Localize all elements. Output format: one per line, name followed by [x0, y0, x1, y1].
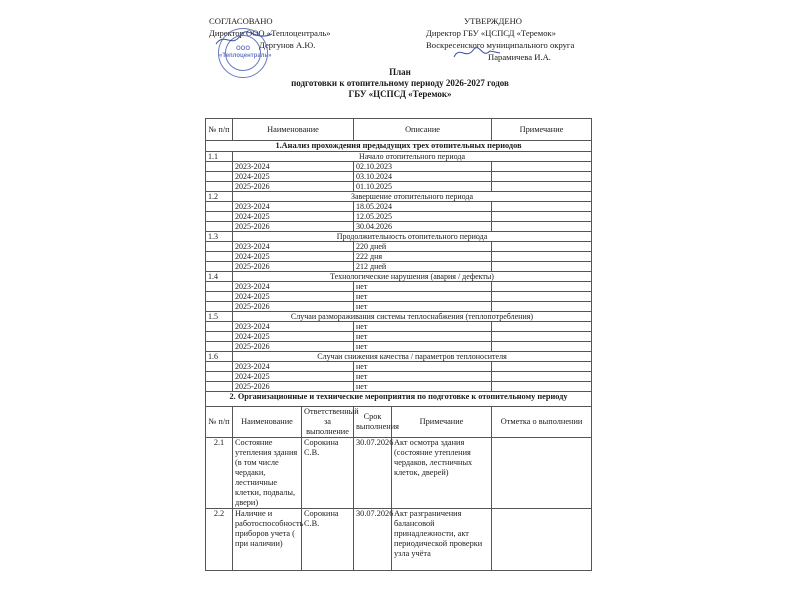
measure-number: 2.2	[206, 509, 233, 571]
group-number: 1.6	[206, 352, 233, 362]
period-number-cell	[206, 202, 233, 212]
group-number: 1.4	[206, 272, 233, 282]
period-label: 2025-2026	[233, 182, 354, 192]
period-number-cell	[206, 162, 233, 172]
period-value: нет	[354, 372, 492, 382]
period-value: нет	[354, 362, 492, 372]
period-number-cell	[206, 212, 233, 222]
table2-section-title: 2. Организационные и технические мероприятия по подготовке к отопительному периоду	[206, 392, 592, 407]
period-value: нет	[354, 322, 492, 332]
group-title: Технологические нарушения (авария / дефекты)	[233, 272, 592, 282]
period-number-cell	[206, 362, 233, 372]
measure-row	[206, 438, 592, 509]
period-row	[206, 372, 592, 382]
period-number-cell	[206, 302, 233, 312]
group-number: 1.5	[206, 312, 233, 322]
period-row	[206, 302, 592, 312]
group-row	[206, 152, 592, 162]
period-label: 2023-2024	[233, 242, 354, 252]
period-value: 01.10.2025	[354, 182, 492, 192]
table2-header-deadline: Срок выполнения	[354, 407, 392, 438]
period-row	[206, 292, 592, 302]
period-row	[206, 382, 592, 392]
period-note	[492, 342, 592, 352]
plan-title: План	[389, 67, 411, 77]
period-note	[492, 202, 592, 212]
period-note	[492, 372, 592, 382]
period-label: 2025-2026	[233, 302, 354, 312]
measure-note: Акт осмотра здания (состояние утепления чердаков, лестничных клеток, дверей)	[392, 438, 492, 509]
period-row	[206, 162, 592, 172]
period-row	[206, 182, 592, 192]
period-label: 2023-2024	[233, 162, 354, 172]
measure-responsible: Сорокина С.В.	[302, 438, 354, 509]
table2-header-number: № п/п	[206, 407, 233, 438]
table2-section-row	[206, 392, 592, 407]
group-title: Продолжительность отопительного периода	[233, 232, 592, 242]
measure-mark	[492, 438, 592, 509]
period-number-cell	[206, 222, 233, 232]
period-value: нет	[354, 302, 492, 312]
period-note	[492, 382, 592, 392]
measure-name: Состояние утепления здания (в том числе чердаки, лестничные клетки, подвалы, двери)	[233, 438, 302, 509]
group-row	[206, 192, 592, 202]
period-value: нет	[354, 342, 492, 352]
period-label: 2024-2025	[233, 172, 354, 182]
period-note	[492, 172, 592, 182]
measure-responsible: Сорокина С.В.	[302, 509, 354, 571]
plan-subtitle: подготовки к отопительному периоду 2026-2027 годов	[291, 78, 509, 88]
period-label: 2023-2024	[233, 282, 354, 292]
period-label: 2025-2026	[233, 382, 354, 392]
measure-mark	[492, 509, 592, 571]
period-value: 18.05.2024	[354, 202, 492, 212]
group-title: Начало отопительного периода	[233, 152, 592, 162]
period-label: 2024-2025	[233, 252, 354, 262]
period-number-cell	[206, 182, 233, 192]
period-value: 220 дней	[354, 242, 492, 252]
period-label: 2025-2026	[233, 342, 354, 352]
period-number-cell	[206, 262, 233, 272]
measure-note: Акт разграничения балансовой принадлежности, акт периодической проверки узла учёта	[392, 509, 492, 571]
measure-deadline: 30.07.2026	[354, 438, 392, 509]
group-title: Завершение отопительного периода	[233, 192, 592, 202]
period-row	[206, 262, 592, 272]
approval-position-right: Директор ГБУ «ЦСПСД «Теремок»	[426, 28, 556, 38]
plan-table-body	[206, 119, 592, 571]
period-value: 02.10.2023	[354, 162, 492, 172]
period-number-cell	[206, 322, 233, 332]
period-label: 2025-2026	[233, 262, 354, 272]
plan-table	[205, 118, 592, 571]
period-note	[492, 302, 592, 312]
period-note	[492, 212, 592, 222]
period-number-cell	[206, 382, 233, 392]
approval-org-right: Воскресенского муниципального округа	[426, 40, 575, 50]
signature-right	[452, 43, 502, 63]
period-note	[492, 222, 592, 232]
period-number-cell	[206, 172, 233, 182]
table1-header-name: Наименование	[233, 119, 354, 141]
period-value: 212 дней	[354, 262, 492, 272]
stamp-line-1: ООО	[235, 46, 250, 52]
table1-header-description: Описание	[354, 119, 492, 141]
period-row	[206, 322, 592, 332]
period-note	[492, 252, 592, 262]
period-label: 2023-2024	[233, 362, 354, 372]
group-row	[206, 232, 592, 242]
signature-left	[214, 28, 274, 50]
period-value: 03.10.2024	[354, 172, 492, 182]
period-label: 2024-2025	[233, 372, 354, 382]
period-row	[206, 172, 592, 182]
period-value: нет	[354, 332, 492, 342]
period-number-cell	[206, 332, 233, 342]
period-value: нет	[354, 382, 492, 392]
approval-title-right: УТВЕРЖДЕНО	[464, 16, 523, 26]
period-note	[492, 182, 592, 192]
period-row	[206, 212, 592, 222]
table2-header-responsible: Ответственный за выполнение	[302, 407, 354, 438]
approval-name-left: Дергунов А.Ю.	[259, 40, 316, 50]
plan-organization: ГБУ «ЦСПСД «Теремок»	[348, 89, 452, 99]
table1-section-title: 1.Анализ прохождения предыдущих трех отопительных периодов	[206, 141, 592, 152]
period-row	[206, 282, 592, 292]
measure-deadline: 30.07.2026	[354, 509, 392, 571]
table2-header-name: Наименование	[233, 407, 302, 438]
table1-section-row	[206, 141, 592, 152]
period-row	[206, 342, 592, 352]
period-value: 222 дня	[354, 252, 492, 262]
period-number-cell	[206, 292, 233, 302]
approval-title-left: СОГЛАСОВАНО	[209, 16, 273, 26]
period-label: 2023-2024	[233, 322, 354, 332]
measure-number: 2.1	[206, 438, 233, 509]
period-row	[206, 362, 592, 372]
period-label: 2024-2025	[233, 332, 354, 342]
group-number: 1.2	[206, 192, 233, 202]
period-row	[206, 332, 592, 342]
approval-position-left: Директор ООО «Теплоцентраль»	[209, 28, 331, 38]
period-label: 2024-2025	[233, 292, 354, 302]
period-label: 2024-2025	[233, 212, 354, 222]
period-note	[492, 162, 592, 172]
period-number-cell	[206, 242, 233, 252]
period-number-cell	[206, 342, 233, 352]
approval-name-right: Парамичева И.А.	[488, 52, 551, 62]
period-value: нет	[354, 292, 492, 302]
stamp-line-2: «Теплоцентраль»	[219, 53, 272, 59]
period-note	[492, 282, 592, 292]
period-note	[492, 322, 592, 332]
table1-header-row	[206, 119, 592, 141]
period-note	[492, 242, 592, 252]
period-value: 30.04.2026	[354, 222, 492, 232]
table1-header-note: Примечание	[492, 119, 592, 141]
period-row	[206, 222, 592, 232]
period-row	[206, 242, 592, 252]
period-label: 2023-2024	[233, 202, 354, 212]
period-number-cell	[206, 372, 233, 382]
period-number-cell	[206, 282, 233, 292]
period-note	[492, 362, 592, 372]
table2-header-row	[206, 407, 592, 438]
measure-row	[206, 509, 592, 571]
period-value: 12.05.2025	[354, 212, 492, 222]
period-row	[206, 252, 592, 262]
table2-header-note: Примечание	[392, 407, 492, 438]
period-row	[206, 202, 592, 212]
period-note	[492, 262, 592, 272]
group-title: Случаи снижения качества / параметров теплоносителя	[233, 352, 592, 362]
group-row	[206, 352, 592, 362]
group-number: 1.3	[206, 232, 233, 242]
period-label: 2025-2026	[233, 222, 354, 232]
period-note	[492, 332, 592, 342]
group-row	[206, 272, 592, 282]
period-note	[492, 292, 592, 302]
period-number-cell	[206, 252, 233, 262]
group-number: 1.1	[206, 152, 233, 162]
period-value: нет	[354, 282, 492, 292]
table1-header-number: № п/п	[206, 119, 233, 141]
table2-header-mark: Отметка о выполнении	[492, 407, 592, 438]
measure-name: Наличие и работоспособность приборов учета ( при наличии)	[233, 509, 302, 571]
group-row	[206, 312, 592, 322]
group-title: Случаи размораживания системы теплоснабжения (теплопотребления)	[233, 312, 592, 322]
plan-title-block	[200, 67, 600, 100]
